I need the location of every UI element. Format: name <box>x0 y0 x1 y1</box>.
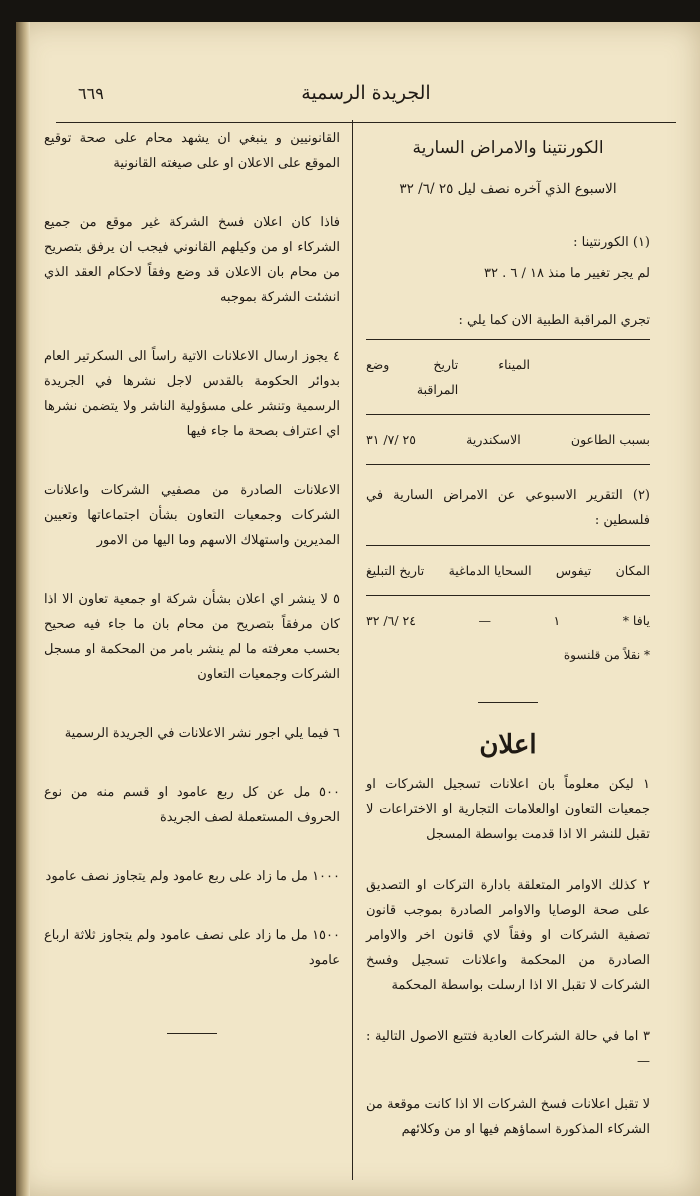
fee-item-1: ٥٠٠ مل عن كل ربع عامود او قسم منه من نوع الحروف المستعملة لصف الجريدة <box>44 785 340 825</box>
weekly-report-heading: (٢) التقرير الاسبوعي عن الامراض السارية في فلسطين : <box>366 488 650 528</box>
announcement-heading: اعلان <box>479 730 537 760</box>
column-end-line <box>167 1033 217 1034</box>
left-paragraph-3: ٤ يجوز ارسال الاعلانات الاتية راساً الى السكرتير العام بدوائر الحكومة بالقدس لاجل نشرها في الجريدة الرسمية وتنشر على مسؤولية الناشر ولا يتضمن نشرها اي اعتراف بصحة ما جاء فيها <box>44 349 340 439</box>
quarantine-heading: (١) الكورنتينا : <box>573 235 650 250</box>
quarantine-text: لم يجر تغيير ما منذ ١٨ / ٦ . ٣٢ <box>484 266 650 281</box>
table1-header-port: الميناء <box>498 357 530 372</box>
table2-header-date: تاريخ التبليغ <box>366 563 425 578</box>
week-line: الاسبوع الذي آخره نصف ليل ٢٥ /٦/ ٣٢ <box>399 181 617 197</box>
fee-item-3: ١٥٠٠ مل ما زاد على نصف عامود ولم يتجاوز ثلاثة ارباع عامود <box>44 928 340 968</box>
column-divider <box>352 120 353 1180</box>
table1-port: الاسكندرية <box>466 432 521 447</box>
quarantine-title: الكورنتينا والامراض السارية <box>412 138 604 158</box>
table1-cause: بسبب الطاعون <box>570 432 650 447</box>
announcement-paragraph-1: ١ ليكن معلوماً بان اعلانات تسجيل الشركات او جمعيات التعاون اوالعلامات التجارية او الاختراعات لا تقبل للنشر الا اذا قدمت بواسطة المسجل <box>366 777 650 842</box>
table1-top-rule <box>366 339 650 340</box>
right-column <box>366 126 650 1142</box>
table2-top-rule <box>366 545 650 546</box>
left-paragraph-2: فاذا كان اعلان فسخ الشركة غير موقع من جميع الشركاء او من وكيلهم القانوني فيجب ان يرفق بتصريح من محام بان الاعلان قد وضع وفقاً لاحكام العقد الذي انشئت الشركة بموجبه <box>44 215 340 305</box>
left-column <box>44 126 340 1034</box>
left-paragraph-4: الاعلانات الصادرة من مصفيي الشركات واعلانات الشركات وجمعيات التعاون بشأن اجتماعاتها وتعيين المديرين واستهلاك الاسهم وما اليها من الامور <box>44 483 340 548</box>
table2-typhus: ١ <box>553 613 561 628</box>
table2-header-row <box>366 552 650 589</box>
table2-place: يافا * <box>622 613 650 628</box>
table2-header-typhus: تيفوس <box>555 563 592 578</box>
table2-header-meningitis: السحايا الدماغية <box>448 563 532 578</box>
table1-date: ٢٥ /٧/ ٣١ <box>366 432 416 447</box>
announcement-paragraph-3-text: لا تقبل اعلانات فسخ الشركات الا اذا كانت موقعة من الشركاء المذكورة اسماؤهم فيها او من وكلائهم <box>366 1097 650 1137</box>
announcement-paragraph-3: ٣ اما في حالة الشركات العادية فتتبع الاصول التالية :— <box>366 1029 650 1069</box>
table2-note: * نقلاً من قلنسوة <box>563 648 650 662</box>
surveillance-text: تجري المراقبة الطبية الان كما يلي : <box>458 313 650 328</box>
journal-title: الجريدة الرسمية <box>301 82 431 104</box>
table-row <box>366 602 650 639</box>
table1-header-date: تاريخ وضع المراقبة <box>366 357 459 397</box>
left-paragraph-6: ٦ فيما يلي اجور نشر الاعلانات في الجريدة الرسمية <box>64 726 340 741</box>
book-spine <box>16 22 30 1196</box>
table1-mid-rule <box>366 414 650 415</box>
section-separator <box>478 702 538 703</box>
table2-mid-rule <box>366 595 650 596</box>
left-paragraph-1: القانونيين و ينبغي ان يشهد محام على صحة توقيع الموقع على الاعلان او على صيغته القانونية <box>44 131 340 171</box>
page-number: ٦٦٩ <box>78 84 104 103</box>
page-header <box>56 78 676 123</box>
table2-header-place: المكان <box>615 563 650 578</box>
left-paragraph-5: ٥ لا ينشر اي اعلان بشأن شركة او جمعية تعاون الا اذا كان مرفقاً بتصريح من محام بان ما جاء فيه صحيح بحسب معرفته ما لم ينشر بامر من المحكمة او مسجل الشركات وجمعيات التعاون <box>44 592 340 682</box>
announcement-paragraph-2: ٢ كذلك الاوامر المتعلقة بادارة التركات او التصديق على صحة الوصايا والاوامر الصادرة بموجب قانون تصفية الشركات او وفقاً لاي قانون اخر والاوامر الصادرة من المحكمة واعلانات تسجيل وفسخ الشركات لا تقبل الا اذا ارسلت بواسطة المحكمة <box>366 878 650 993</box>
table2-meningitis: — <box>478 613 491 628</box>
fee-item-2: ١٠٠٠ مل ما زاد على ربع عامود ولم يتجاوز نصف عامود <box>45 869 340 884</box>
table2-date: ٢٤ /٦/ ٣٢ <box>366 613 416 628</box>
table1-bottom-rule <box>366 464 650 465</box>
table-row <box>366 421 650 458</box>
table1-header-row <box>366 346 650 408</box>
